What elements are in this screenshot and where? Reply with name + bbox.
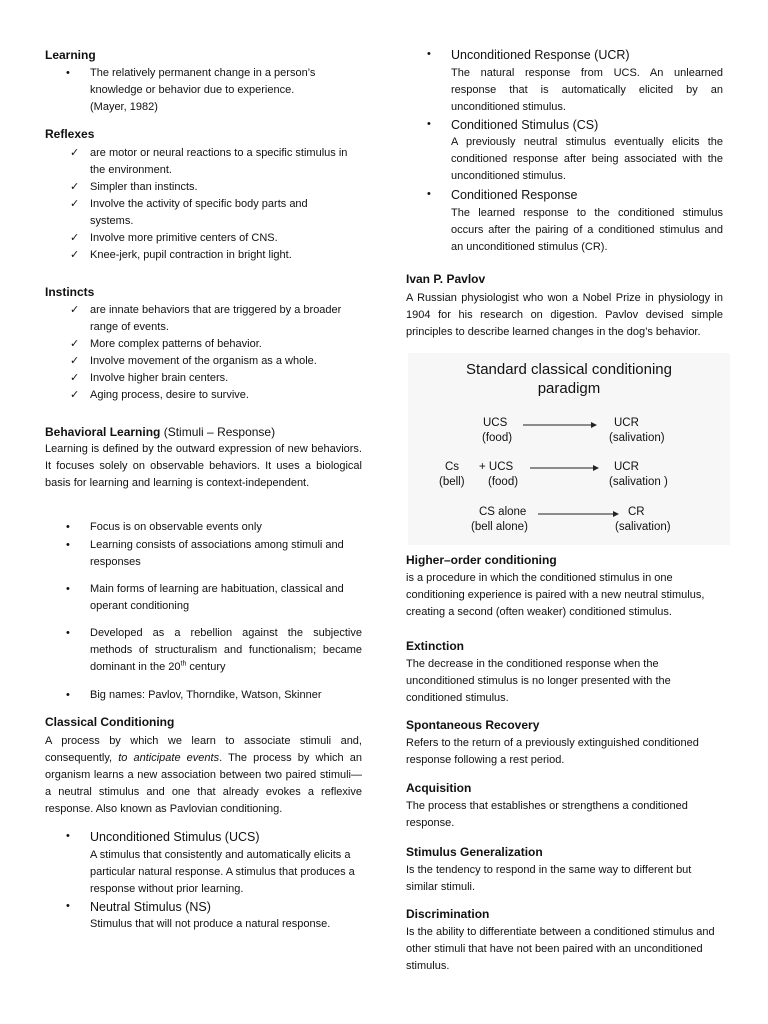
diagram-arrows [408, 353, 730, 545]
heading-learning: Learning [45, 48, 96, 62]
acquisition-text: The process that establishes or strengthens a conditioned response. [406, 800, 688, 829]
reflex-item: ✓ Involve more primitive centers of CNS. [90, 230, 365, 247]
bullet-icon: • [66, 689, 70, 701]
heading-discrimination: Discrimination [406, 907, 490, 921]
bullet-icon: • [427, 118, 431, 130]
reflex-item: ✓ Knee-jerk, pupil contraction in bright light. [90, 247, 365, 264]
bullet-icon: • [66, 627, 70, 639]
stimulus-generalization-text: Is the tendency to respond in the same way to different but similar stimuli. [406, 864, 692, 893]
diagram-salivation: (salivation) [609, 432, 665, 444]
check-icon: ✓ [70, 147, 80, 159]
bullet-icon: • [66, 900, 70, 912]
pavlov-text: A Russian physiologist who won a Nobel Prize in physiology in 1904 for his research on digestion. Pavlov devised simple principles to describe learned changes in the dog’s behavior. [406, 292, 723, 338]
term-cs-title: • Conditioned Stimulus (CS) [427, 118, 599, 132]
conditioning-paradigm-diagram [408, 353, 730, 545]
reflex-item: ✓ Involve the activity of specific body parts and systems. [70, 198, 308, 227]
heading-extinction: Extinction [406, 639, 465, 653]
heading-classical-conditioning: Classical Conditioning [45, 715, 175, 729]
classical-text: A process by which we learn to associate stimuli and, consequently, to anticipate events. The process by which an organism learns a new association between two paired stimuli—a neutral stimulus and one that already evokes a reflexive response. Also known as Pavlovian conditioning. [45, 735, 362, 815]
citation: (Mayer, 1982) [90, 101, 158, 113]
diagram-cs: Cs [445, 461, 460, 473]
diagram-title-line2: paradigm [537, 380, 601, 397]
term-ucr-desc: The natural response from UCS. An unlearned response that is automatically elicited by an unconditioned stimulus. [451, 67, 723, 113]
instinct-item: ✓ More complex patterns of behavior. [90, 336, 365, 353]
behavioral-bullet: • Learning consists of associations among stimuli and responses [66, 539, 344, 568]
diagram-cs-alone: CS alone [479, 506, 527, 518]
bullet-icon: • [427, 188, 431, 200]
diagram-ucr-2: UCR [614, 461, 639, 473]
term-ucs-title: • Unconditioned Stimulus (UCS) [66, 830, 260, 844]
diagram-salivation-3: (salivation) [615, 521, 671, 533]
check-icon: ✓ [70, 389, 80, 401]
diagram-ucs: UCS [483, 417, 508, 429]
reflex-item: ✓ Simpler than instincts. [90, 179, 365, 196]
check-icon: ✓ [70, 355, 80, 367]
spontaneous-recovery-text: Refers to the return of a previously extinguished conditioned response following a rest period. [406, 737, 699, 766]
discrimination-text: Is the ability to differentiate between a conditioned stimulus and other stimuli that have not been paired with an unconditioned stimulus. [406, 926, 715, 972]
behavioral-bullet: • Big names: Pavlov, Thorndike, Watson, Skinner [90, 687, 362, 704]
higher-order-text: is a procedure in which the conditioned stimulus in one conditioning experience is paired with a new neutral stimulus, creating a second (often weaker) conditioned stimulus. [406, 572, 705, 618]
term-ucs-desc: A stimulus that consistently and automatically elicits a particular natural response. A stimulus that produces a response without prior learning. [90, 849, 355, 895]
term-ns-title: • Neutral Stimulus (NS) [66, 900, 211, 914]
heading-acquisition: Acquisition [406, 781, 472, 795]
bullet-icon: • [66, 830, 70, 842]
behavioral-text: Learning is defined by the outward expression of new behaviors. It focuses solely on observable behaviors. It uses a biological basis for learning and learning is context-independent. [45, 443, 362, 489]
check-icon: ✓ [70, 198, 80, 210]
term-cr-title: • Conditioned Response [427, 188, 578, 202]
behavioral-bullet: • Focus is on observable events only [90, 519, 362, 536]
term-ns-desc: Stimulus that will not produce a natural response. [90, 918, 331, 930]
check-icon: ✓ [70, 181, 80, 193]
check-icon: ✓ [70, 304, 80, 316]
heading-reflexes: Reflexes [45, 127, 95, 141]
instinct-item: ✓ Aging process, desire to survive. [90, 387, 365, 404]
diagram-title: Standard classical conditioning [466, 361, 672, 378]
diagram-ucr: UCR [614, 417, 639, 429]
diagram-food: (food) [482, 432, 513, 444]
heading-pavlov: Ivan P. Pavlov [406, 272, 486, 286]
extinction-text: The decrease in the conditioned response when the unconditioned stimulus is no longer presented with the conditioned stimulus. [406, 658, 671, 704]
diagram-plus-ucs: + UCS [479, 461, 514, 473]
bullet-icon: • [427, 48, 431, 60]
heading-higher-order: Higher–order conditioning [406, 553, 557, 567]
diagram-salivation-2: (salivation ) [609, 476, 668, 488]
bullet-icon: • [66, 521, 70, 533]
check-icon: ✓ [70, 372, 80, 384]
behavioral-bullet: • Developed as a rebellion against the subjective methods of structuralism and functionalism; became dominant in the 20th century [66, 627, 362, 673]
behavioral-bullet: • Main forms of learning are habituation, classical and operant conditioning [66, 583, 344, 612]
instinct-item: ✓ are innate behaviors that are triggered by a broader range of events. [70, 304, 342, 333]
term-cr-desc: The learned response to the conditioned stimulus occurs after the pairing of a conditioned stimulus and an unconditioned stimulus (CR). [451, 207, 723, 253]
check-icon: ✓ [70, 338, 80, 350]
learning-bullet: • The relatively permanent change in a person’s knowledge or behavior due to experience. (Mayer, 1982) [66, 67, 316, 113]
bullet-icon: • [66, 583, 70, 595]
heading-stimulus-generalization: Stimulus Generalization [406, 845, 543, 859]
heading-behavioral-learning: Behavioral Learning (Stimuli – Response) [45, 425, 276, 439]
check-icon: ✓ [70, 232, 80, 244]
diagram-bell-alone: (bell alone) [471, 521, 528, 533]
diagram-cr: CR [628, 506, 645, 518]
check-icon: ✓ [70, 249, 80, 261]
term-cs-desc: A previously neutral stimulus eventually elicits the conditioned response after being associated with the unconditioned stimulus. [451, 136, 723, 182]
bullet-icon: • [66, 539, 70, 551]
term-ucr-title: • Unconditioned Response (UCR) [427, 48, 630, 62]
diagram-food-2: (food) [488, 476, 519, 488]
bullet-icon: • [66, 67, 70, 79]
instinct-item: ✓ Involve movement of the organism as a whole. [90, 353, 365, 370]
heading-spontaneous-recovery: Spontaneous Recovery [406, 718, 540, 732]
instinct-item: ✓ Involve higher brain centers. [90, 370, 365, 387]
heading-instincts: Instincts [45, 285, 95, 299]
reflex-item: ✓ are motor or neural reactions to a specific stimulus in the environment. [70, 147, 348, 176]
diagram-bell: (bell) [439, 476, 465, 488]
